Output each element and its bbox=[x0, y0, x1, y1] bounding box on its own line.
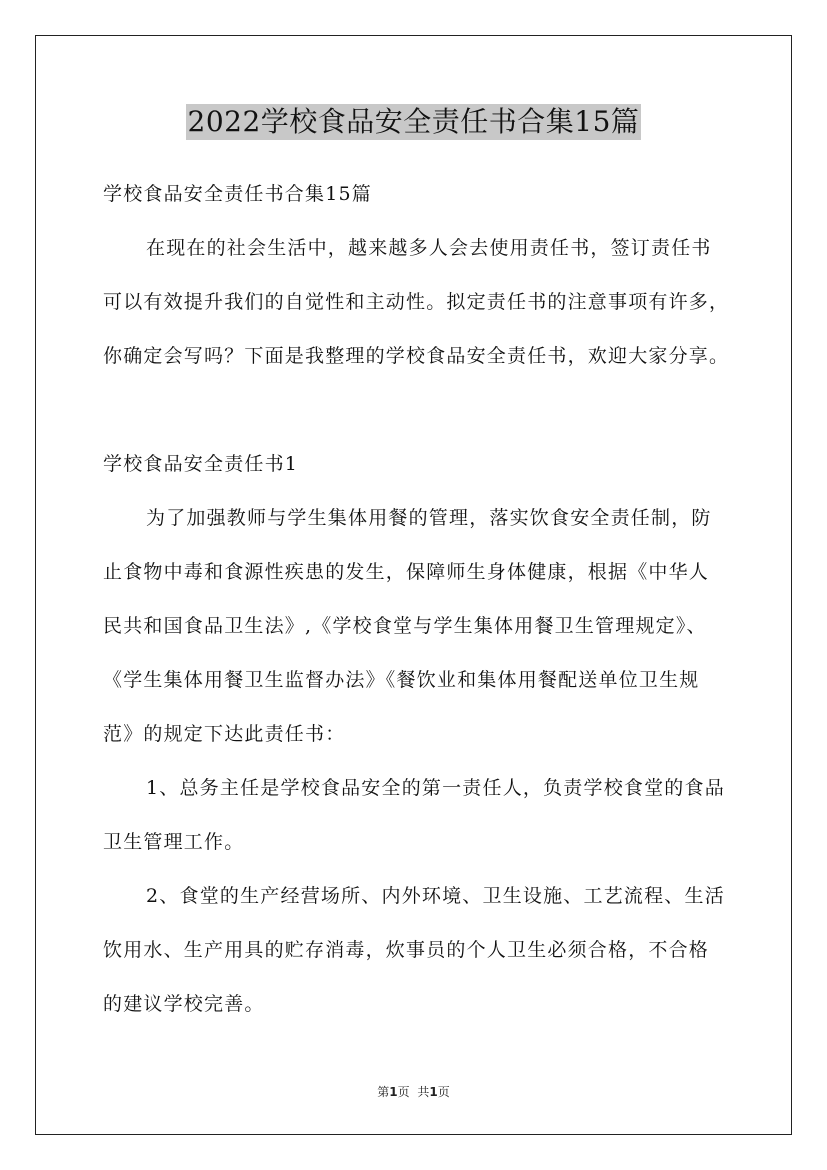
section-heading: 学校食品安全责任书1 bbox=[103, 453, 299, 475]
item2-line-3: 的建议学校完善。 bbox=[103, 993, 265, 1015]
footer-total-prefix: 共 bbox=[417, 1085, 430, 1099]
intro-line-2: 可以有效提升我们的自觉性和主动性。拟定责任书的注意事项有许多， bbox=[103, 291, 730, 313]
document-title: 2022学校食品安全责任书合集15篇 bbox=[187, 105, 640, 138]
page-footer bbox=[0, 1083, 827, 1100]
intro-line-1: 在现在的社会生活中，越来越多人会去使用责任书，签订责任书 bbox=[146, 237, 712, 259]
paragraph1-line-4: 《学生集体用餐卫生监督办法》《餐饮业和集体用餐配送单位卫生规 bbox=[103, 669, 700, 691]
intro-line-3: 你确定会写吗？下面是我整理的学校食品安全责任书，欢迎大家分享。 bbox=[103, 345, 730, 367]
document-title-container bbox=[0, 104, 827, 140]
paragraph1-line-5: 范》的规定下达此责任书： bbox=[103, 723, 346, 745]
paragraph1-line-1: 为了加强教师与学生集体用餐的管理，落实饮食安全责任制，防 bbox=[146, 507, 712, 529]
item2-line-2: 饮用水、生产用具的贮存消毒，炊事员的个人卫生必须合格，不合格 bbox=[103, 939, 710, 961]
item1-line-1: 1、总务主任是学校食品安全的第一责任人，负责学校食堂的食品 bbox=[146, 777, 725, 799]
item2-line-1: 2、食堂的生产经营场所、内外环境、卫生设施、工艺流程、生活 bbox=[146, 885, 725, 907]
footer-page-unit: 页 bbox=[397, 1085, 410, 1099]
footer-total-unit: 页 bbox=[437, 1085, 450, 1099]
item1-line-2: 卫生管理工作。 bbox=[103, 831, 245, 853]
footer-page-prefix: 第 bbox=[377, 1085, 390, 1099]
footer-page-number: 1 bbox=[389, 1085, 398, 1099]
paragraph1-line-2: 止食物中毒和食源性疾患的发生，保障师生身体健康，根据《中华人 bbox=[103, 561, 710, 583]
paragraph1-line-3: 民共和国食品卫生法》,《学校食堂与学生集体用餐卫生管理规定》、 bbox=[103, 615, 707, 637]
footer-total-number: 1 bbox=[429, 1085, 438, 1099]
document-subtitle: 学校食品安全责任书合集15篇 bbox=[103, 183, 372, 205]
